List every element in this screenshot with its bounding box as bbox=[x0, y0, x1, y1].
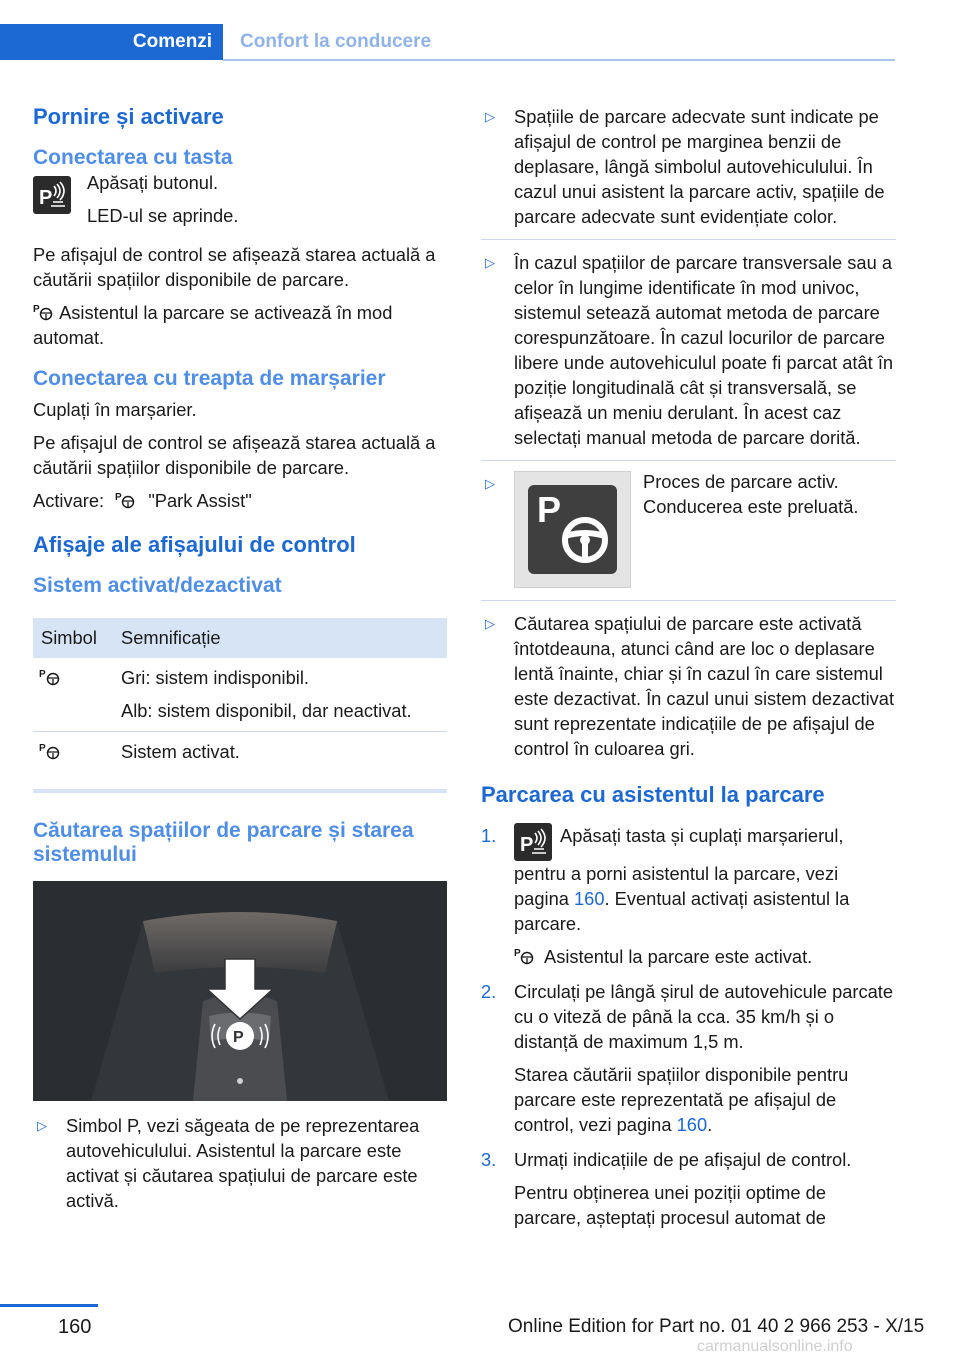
cuplati-paragraph: Cuplați în marșarier. bbox=[33, 399, 197, 420]
edition-text: Online Edition for Part no. 01 40 2 966 253 - X/15 bbox=[508, 1316, 925, 1337]
svg-text:P: P bbox=[33, 304, 40, 315]
status-table bbox=[33, 618, 447, 793]
heading-sistem: Sistem activat/dezactivat bbox=[33, 574, 282, 597]
header-band bbox=[0, 24, 122, 60]
footer-rule bbox=[0, 1304, 98, 1307]
status-paragraph-1: Pe afișajul de control se afișează starea actuală a căutării spațiilor disponibile de parcare. bbox=[33, 244, 436, 290]
bullet-text: Căutarea spațiului de parcare este activată întotdeauna, atunci când are loc o deplasare lentă înainte, chiar și în cazul în care sistemul este dezactivat. În cazul unui sistem dezactivat sunt reprezentate indicațiile de pe afișajul de control în culoarea gri. bbox=[514, 613, 895, 759]
tab-comenzi[interactable]: Comenzi bbox=[122, 24, 223, 60]
table-header bbox=[33, 618, 447, 658]
svg-text:P: P bbox=[39, 187, 53, 209]
triangle-bullet-icon: ▷ bbox=[485, 476, 495, 491]
heading-afisaje: Afișaje ale afișajului de control bbox=[33, 532, 356, 557]
activare-value: "Park Assist" bbox=[148, 490, 252, 511]
park-assist-small-icon bbox=[514, 946, 536, 966]
divider bbox=[481, 460, 896, 461]
park-assist-button-icon bbox=[514, 823, 552, 861]
page-link[interactable]: 160 bbox=[574, 888, 605, 909]
watermark: carmanualsonline.info bbox=[697, 1338, 853, 1355]
step-number: 3. bbox=[481, 1149, 497, 1170]
tasta-instruction bbox=[33, 172, 447, 228]
list-item bbox=[481, 250, 896, 450]
step-3 bbox=[481, 1147, 896, 1230]
step-2-sub: Starea căutării spațiilor disponibile pentru parcare este reprezentată pe afișajul de control, vezi pagina bbox=[514, 1064, 849, 1135]
triangle-bullet-icon: ▷ bbox=[485, 109, 495, 124]
svg-text:P: P bbox=[520, 834, 534, 856]
step-3-sub: Pentru obținerea unei poziții optime de parcare, așteptați procesul automat de bbox=[514, 1182, 826, 1228]
park-assist-button-icon bbox=[33, 176, 71, 214]
step-number: 2. bbox=[481, 981, 497, 1002]
page-header bbox=[0, 24, 895, 62]
list-item bbox=[481, 104, 896, 229]
step-number: 1. bbox=[481, 825, 497, 846]
page-link[interactable]: 160 bbox=[676, 1114, 708, 1135]
activare-line bbox=[33, 488, 447, 513]
park-assist-small-icon bbox=[33, 302, 55, 322]
tasta-step-1: Apăsați butonul. bbox=[87, 172, 219, 193]
step-2 bbox=[481, 979, 896, 1137]
triangle-bullet-icon: ▷ bbox=[485, 616, 495, 631]
triangle-bullet-icon: ▷ bbox=[485, 255, 495, 270]
bullet-text: Simbol P, vezi săgeata de pe reprezentarea autovehiculului. Asistentul la parcare este activat și căutarea spațiului de parcare este activă. bbox=[66, 1115, 420, 1211]
heading-parcarea: Parcarea cu asistentul la parcare bbox=[481, 782, 825, 807]
meaning-white: Alb: sistem disponibil, dar neactivat. bbox=[121, 700, 412, 721]
step-2-text: Circulați pe lângă șirul de autovehicule parcate cu o viteză de până la cca. 35 km/h și o distanță de maximum 1,5 m. bbox=[514, 981, 894, 1052]
svg-text:P: P bbox=[514, 948, 521, 959]
table-bottom-rule bbox=[33, 789, 447, 793]
heading-pornire: Pornire și activare bbox=[33, 104, 224, 129]
step-1 bbox=[481, 823, 896, 969]
column-header-simbol: Simbol bbox=[41, 627, 97, 648]
step-1-text-end: . Eventual activați asistentul la parcare. bbox=[514, 888, 850, 934]
step-3-text: Urmați indicațiile de pe afișajul de control. bbox=[514, 1149, 852, 1170]
list-item bbox=[481, 471, 896, 588]
bullet-text: Proces de parcare activ. Conducerea este preluată. bbox=[643, 471, 859, 517]
left-column bbox=[33, 100, 447, 1213]
park-assist-small-icon bbox=[115, 490, 137, 510]
table-row bbox=[33, 658, 447, 732]
heading-cautarea: Căutarea spațiilor de parcare și starea sistemului bbox=[33, 819, 414, 866]
column-header-semnificatie: Semnificație bbox=[121, 627, 221, 648]
step-1-text: Apăsați tasta și cuplați marșarierul, pentru a porni asistentul la parcare, vezi pagina bbox=[514, 825, 844, 909]
status-paragraph-2: Pe afișajul de control se afișează starea actuală a căutării spațiilor disponibile de parcare. bbox=[33, 432, 436, 478]
svg-text:P: P bbox=[115, 492, 122, 503]
park-assist-symbol-icon bbox=[33, 665, 121, 723]
auto-activation-paragraph bbox=[33, 300, 447, 350]
header-divider bbox=[223, 59, 895, 61]
svg-text:P: P bbox=[39, 669, 46, 680]
steering-wheel-park-icon bbox=[514, 471, 631, 588]
list-item bbox=[33, 1113, 447, 1213]
activare-label: Activare: bbox=[33, 490, 105, 511]
bullet-text: Spațiile de parcare adecvate sunt indicate pe afișajul de control pe marginea benzii de deplasare, lângă simbolul autovehiculului. În cazul unui asistent la parcare activ, spațiile de parcare adecvate sunt evidențiate color. bbox=[514, 106, 885, 227]
heading-conectarea-tasta: Conectarea cu tasta bbox=[33, 146, 233, 169]
auto-activation-text: Asistentul la parcare se activează în mod automat. bbox=[33, 302, 393, 348]
control-display-image bbox=[33, 881, 447, 1101]
bullet-text: În cazul spațiilor de parcare transversale sau a celor în lungime identificate în mod univoc, sistemul setează automat metoda de parcare corespunzătoare. În cazul locurilor de parcare libere unde autovehiculul poate fi parcat atât în poziție longitudinală cât și transversală, se afișează un meniu derulant. În acest caz selectați manual metoda de parcare dorită. bbox=[514, 252, 894, 448]
step-1-sub: Asistentul la parcare este activat. bbox=[544, 946, 813, 967]
meaning-gray: Gri: sistem indisponibil. bbox=[121, 667, 309, 688]
list-item bbox=[481, 611, 896, 761]
meaning-active: Sistem activat. bbox=[121, 741, 240, 762]
heading-conectarea-treapta: Conectarea cu treapta de marșarier bbox=[33, 367, 386, 390]
right-column bbox=[481, 100, 896, 1230]
step-2-sub-end: . bbox=[707, 1114, 713, 1135]
svg-text:P: P bbox=[39, 743, 46, 754]
park-assist-active-icon bbox=[33, 739, 121, 767]
table-row bbox=[33, 732, 447, 775]
tasta-step-2: LED-ul se aprinde. bbox=[87, 205, 239, 226]
tab-confort[interactable]: Confort la conducere bbox=[240, 31, 432, 52]
page-number: 160 bbox=[58, 1316, 92, 1338]
divider bbox=[481, 600, 896, 601]
divider bbox=[481, 239, 896, 240]
svg-text:P: P bbox=[537, 489, 562, 530]
svg-text:P: P bbox=[233, 1029, 244, 1046]
triangle-bullet-icon: ▷ bbox=[37, 1118, 47, 1133]
